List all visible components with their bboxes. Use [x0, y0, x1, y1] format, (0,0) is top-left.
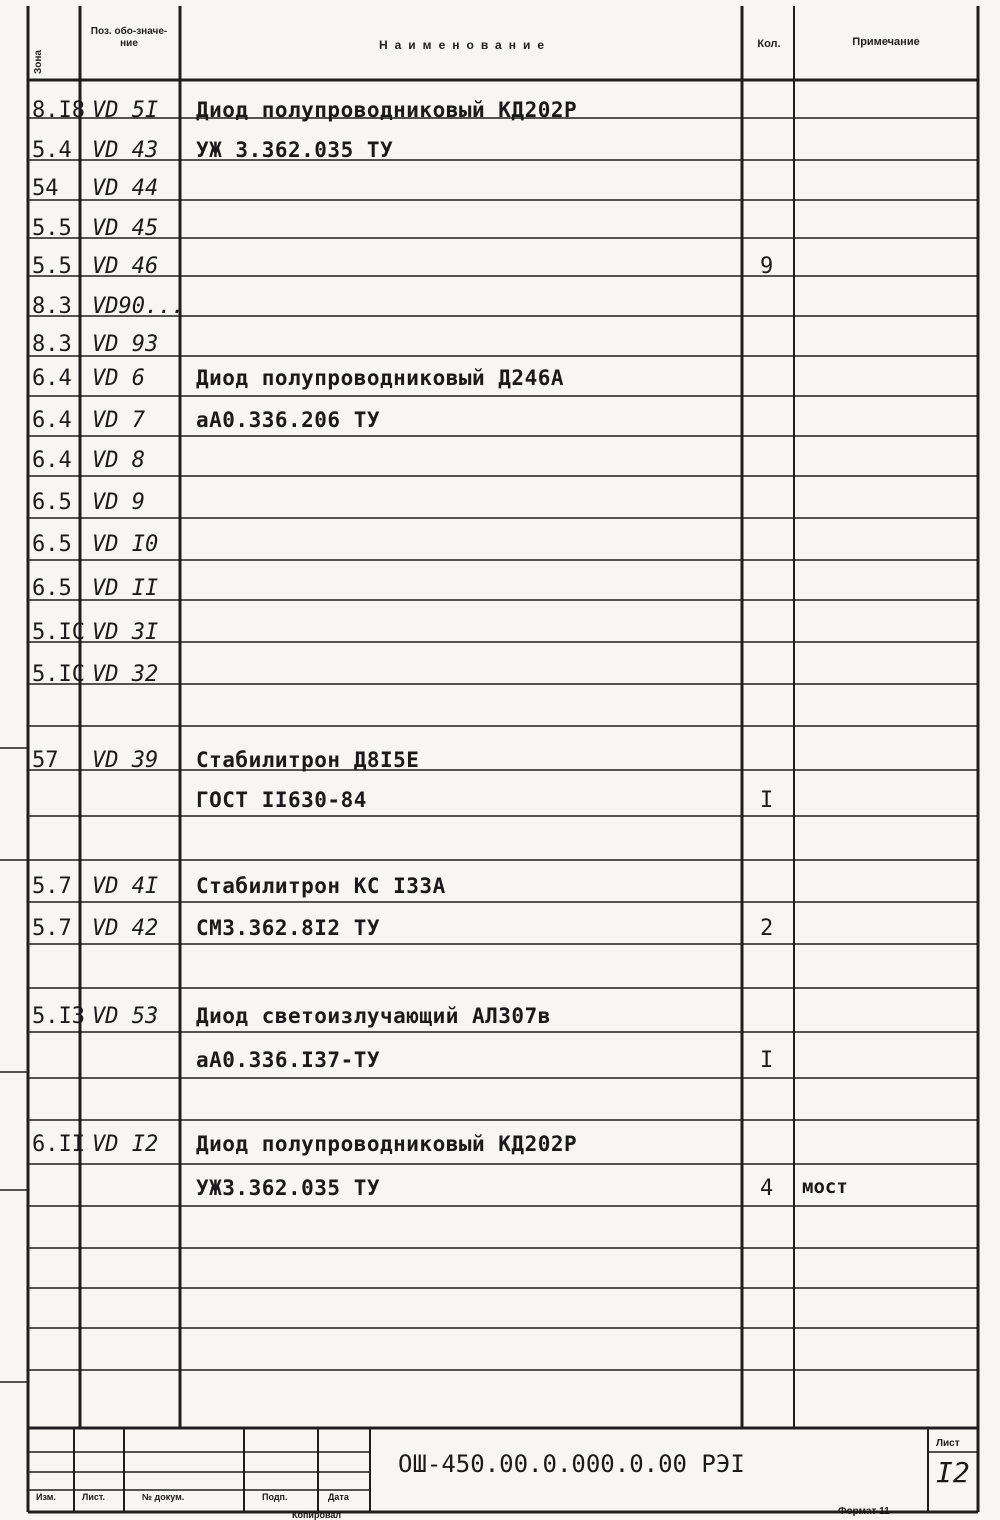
header-zone: Зона — [33, 50, 44, 74]
row-position: VD 4I — [92, 874, 159, 899]
row-zone: 5.4 — [32, 138, 72, 163]
row-zone: 5.I3 — [32, 1004, 85, 1029]
row-name: Стабилитрон КС I33А — [196, 874, 446, 898]
copied-by-label: Копировал — [292, 1510, 342, 1520]
row-zone: 6.4 — [32, 408, 72, 433]
row-position: VD I2 — [92, 1132, 159, 1157]
row-position: VD90... — [92, 294, 185, 319]
stamp-label-signature: Подп. — [262, 1492, 288, 1502]
row-position: VD 45 — [92, 216, 159, 241]
sheet-label: Лист — [936, 1438, 960, 1449]
row-qty: I — [760, 788, 774, 813]
row-zone: 5.IC — [32, 620, 85, 645]
row-position: VD 7 — [92, 408, 145, 433]
row-name: Стабилитрон Д8I5Е — [196, 748, 420, 772]
stamp-label-change: Изм. — [36, 1492, 56, 1502]
row-zone: 57 — [32, 748, 59, 773]
row-position: VD 3I — [92, 620, 159, 645]
row-name: Диод полупроводниковый Д246А — [196, 366, 565, 390]
stamp-label-date: Дата — [328, 1492, 349, 1502]
row-name: ГОСТ II630-84 — [196, 788, 367, 812]
row-zone: 6.4 — [32, 366, 72, 391]
row-position: VD 5I — [92, 98, 159, 123]
row-position: VD 6 — [92, 366, 145, 391]
row-zone: 5.IC — [32, 662, 85, 687]
row-qty: 4 — [760, 1176, 774, 1201]
row-name: Диод светоизлучающий АЛ307в — [196, 1004, 551, 1028]
row-position: VD I0 — [92, 532, 159, 557]
row-position: VD 43 — [92, 138, 159, 163]
row-name: Диод полупроводниковый КД202Р — [196, 98, 578, 122]
row-zone: 54 — [32, 176, 59, 201]
row-qty: 9 — [760, 254, 774, 279]
header-name: Наименование — [378, 38, 552, 52]
row-zone: 5.5 — [32, 216, 72, 241]
row-name: аА0.336.I37-ТУ — [196, 1048, 381, 1072]
header-qty: Кол. — [757, 38, 781, 50]
header-position: Поз. обо-значе-ние — [90, 26, 168, 49]
row-zone: 5.7 — [32, 916, 72, 941]
format-label: Формат 11 — [838, 1506, 890, 1517]
row-position: VD 9 — [92, 490, 145, 515]
row-position: VD 44 — [92, 176, 159, 201]
sheet-number: I2 — [936, 1456, 970, 1489]
row-zone: 6.II — [32, 1132, 85, 1157]
row-zone: 8.I8 — [32, 98, 85, 123]
row-position: VD 53 — [92, 1004, 159, 1029]
row-note: мост — [802, 1176, 848, 1198]
row-position: VD 46 — [92, 254, 159, 279]
row-position: VD 32 — [92, 662, 159, 687]
row-name: УЖ 3.362.035 ТУ — [196, 138, 394, 162]
row-position: VD 39 — [92, 748, 159, 773]
row-name: УЖ3.362.035 ТУ — [196, 1176, 381, 1200]
row-zone: 8.3 — [32, 294, 72, 319]
row-position: VD 8 — [92, 448, 145, 473]
row-position: VD II — [92, 576, 159, 601]
row-zone: 6.4 — [32, 448, 72, 473]
row-zone: 6.5 — [32, 532, 72, 557]
row-name: аА0.336.206 ТУ — [196, 408, 381, 432]
row-name: Диод полупроводниковый КД202Р — [196, 1132, 578, 1156]
row-position: VD 93 — [92, 332, 159, 357]
row-position: VD 42 — [92, 916, 159, 941]
row-qty: 2 — [760, 916, 774, 941]
row-zone: 5.5 — [32, 254, 72, 279]
stamp-label-document: № докум. — [142, 1492, 185, 1502]
stamp-label-sheet: Лист. — [82, 1492, 105, 1502]
row-zone: 6.5 — [32, 490, 72, 515]
row-qty: I — [760, 1048, 774, 1073]
document-number: ОШ-450.00.0.000.0.00 РЭI — [398, 1450, 745, 1478]
row-zone: 8.3 — [32, 332, 72, 357]
row-name: СМ3.362.8I2 ТУ — [196, 916, 381, 940]
row-zone: 6.5 — [32, 576, 72, 601]
header-note: Примечание — [852, 36, 920, 48]
row-zone: 5.7 — [32, 874, 72, 899]
